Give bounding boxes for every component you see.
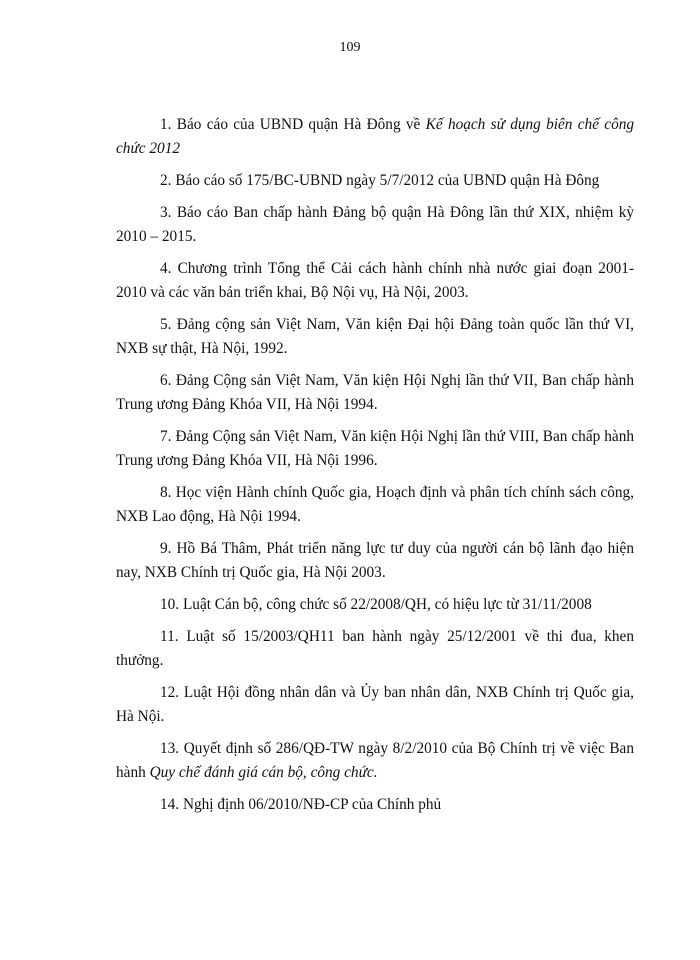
reference-number: 11.	[160, 628, 179, 645]
reference-italic-text: Kế hoạch sử dụng biên chế công chức 2012	[116, 116, 635, 157]
reference-text: Học viện Hành chính Quốc gia, Hoạch định và phân tích chính sách công, NXB Lao động, Hà Nội 1994.	[116, 484, 634, 525]
reference-item	[116, 681, 634, 729]
page-number: 109	[339, 40, 361, 55]
reference-item	[116, 369, 634, 417]
reference-number: 2.	[160, 172, 172, 189]
reference-number: 12.	[160, 684, 180, 701]
reference-text: Đảng Cộng sản Việt Nam, Văn kiện Hội Nghị lần thứ VIII, Ban chấp hành Trung ương Đảng Khóa VII, Hà Nội 1996.	[116, 428, 634, 469]
reference-item	[116, 257, 634, 305]
reference-text: Luật số 15/2003/QH11 ban hành ngày 25/12/2001 về thi đua, khen thưởng.	[116, 628, 634, 669]
reference-text: Luật Hội đồng nhân dân và Ủy ban nhân dân, NXB Chính trị Quốc gia, Hà Nội.	[116, 684, 634, 725]
reference-text: Báo cáo số 175/BC-UBND ngày 5/7/2012 của UBND quận Hà Đông	[175, 172, 600, 189]
reference-number: 14.	[160, 796, 180, 813]
reference-text: Chương trình Tổng thể Cải cách hành chính nhà nước giai đoạn 2001-2010 và các văn bản triển khai, Bộ Nội vụ, Hà Nội, 2003.	[116, 260, 634, 301]
reference-item	[116, 593, 634, 617]
reference-number: 10.	[160, 596, 180, 613]
reference-item	[116, 113, 634, 161]
reference-number: 6.	[160, 372, 172, 389]
reference-number: 1.	[160, 116, 172, 133]
reference-text: Đảng Cộng sản Việt Nam, Văn kiện Hội Nghị lần thứ VII, Ban chấp hành Trung ương Đảng Khóa VII, Hà Nội 1994.	[116, 372, 634, 413]
reference-item	[116, 737, 634, 785]
reference-italic-text: Quy chế đánh giá cán bộ, công chức.	[149, 764, 378, 781]
reference-number: 8.	[160, 484, 172, 501]
reference-number: 7.	[160, 428, 172, 445]
reference-text: Đảng cộng sản Việt Nam, Văn kiện Đại hội Đảng toàn quốc lần thứ VI, NXB sự thật, Hà Nội, 1992.	[116, 316, 634, 357]
reference-item	[116, 481, 634, 529]
reference-number: 4.	[160, 260, 172, 277]
reference-item	[116, 313, 634, 361]
reference-text: Nghị định 06/2010/NĐ-CP của Chính phủ	[182, 796, 442, 813]
reference-text: Hồ Bá Thâm, Phát triển năng lực tư duy của người cán bộ lãnh đạo hiện nay, NXB Chính trị Quốc gia, Hà Nội 2003.	[116, 540, 634, 581]
reference-text: Báo cáo của UBND quận Hà Đông về	[176, 116, 421, 133]
reference-item	[116, 425, 634, 473]
reference-number: 13.	[160, 740, 180, 757]
reference-item	[116, 201, 634, 249]
reference-item	[116, 793, 634, 817]
reference-number: 9.	[160, 540, 172, 557]
reference-text: Báo cáo Ban chấp hành Đảng bộ quận Hà Đông lần thứ XIX, nhiệm kỳ 2010 – 2015.	[116, 204, 635, 245]
reference-item	[116, 169, 634, 193]
reference-list	[116, 113, 634, 825]
reference-item	[116, 625, 634, 673]
reference-number: 5.	[160, 316, 172, 333]
reference-number: 3.	[160, 204, 172, 221]
reference-text: Quyết định số 286/QĐ-TW ngày 8/2/2010 của Bộ Chính trị về việc Ban hành	[116, 740, 634, 781]
reference-item	[116, 537, 634, 585]
reference-text: Luật Cán bộ, công chức số 22/2008/QH, có hiệu lực từ 31/11/2008	[182, 596, 592, 613]
